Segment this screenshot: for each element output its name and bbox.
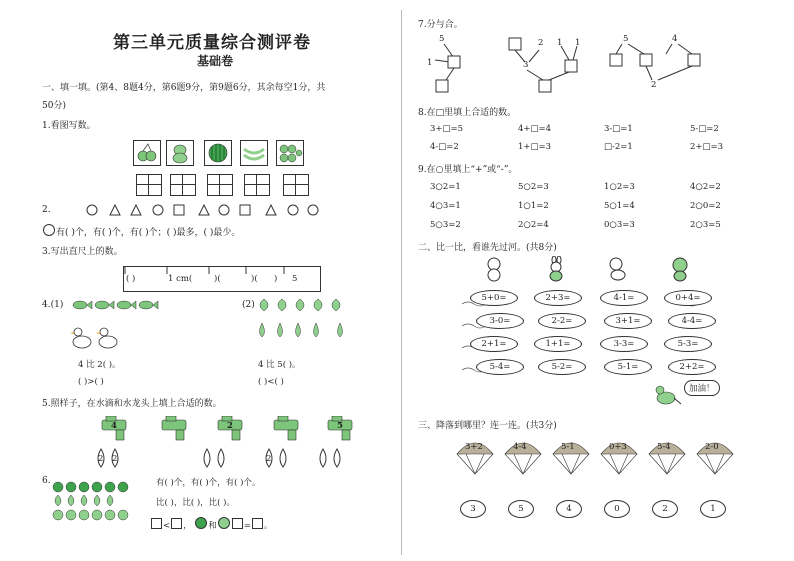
q9-item[interactable]: 2○2=4 xyxy=(518,220,549,230)
faucet-icon xyxy=(156,416,190,445)
parachute[interactable] xyxy=(648,436,686,476)
q8-label: 8.在□里填上合适的数。 xyxy=(418,108,517,118)
stone-equation[interactable]: 5-1= xyxy=(604,359,652,375)
peach-row xyxy=(256,297,356,316)
tree-number: 1 xyxy=(427,58,433,68)
parachute-equation: 4-4 xyxy=(513,442,527,452)
drop-pair[interactable] xyxy=(316,448,344,471)
q4-compare-d[interactable]: ( )<( ) xyxy=(258,377,284,387)
q8-item[interactable]: 3+□=5 xyxy=(430,124,464,134)
q9-item[interactable]: 2○3=5 xyxy=(690,220,721,230)
q8-item[interactable]: 4+□=4 xyxy=(518,124,552,134)
tree-number: 4 xyxy=(672,34,678,44)
q4-compare-c[interactable]: 4 比 5( )。 xyxy=(258,360,301,370)
melon-icon xyxy=(195,517,207,529)
stone-equation[interactable]: 0+4= xyxy=(664,290,712,306)
q9-label: 9.在○里填上“+”或“-”。 xyxy=(418,165,518,175)
q4-2-label: (2) xyxy=(242,300,255,310)
landing-number[interactable]: 0 xyxy=(604,500,630,518)
duck-row xyxy=(70,322,130,355)
landing-number[interactable]: 3 xyxy=(460,500,486,518)
ruler xyxy=(123,266,321,292)
faucet-number: 2 xyxy=(227,421,233,431)
q9-item[interactable]: 0○3=3 xyxy=(604,220,635,230)
section1-heading-cont: 50分) xyxy=(42,101,66,111)
tree-number: 5 xyxy=(439,34,445,44)
parachute-equation: 2-0 xyxy=(705,442,719,452)
q9-item[interactable]: 5○1=4 xyxy=(604,201,635,211)
stone-equation[interactable]: 3+1= xyxy=(604,313,652,329)
tree-number: 1 xyxy=(575,38,581,48)
q9-item[interactable]: 1○2=3 xyxy=(604,182,635,192)
q5-label: 5.照样子，在水滴和水龙头上填上合适的数。 xyxy=(42,399,222,409)
stone-equation[interactable]: 4-4= xyxy=(668,313,716,329)
parachute[interactable] xyxy=(696,436,734,476)
q8-item[interactable]: 1+□=3 xyxy=(518,142,552,152)
landing-number[interactable]: 5 xyxy=(508,500,534,518)
drop-pair[interactable] xyxy=(200,448,228,471)
drop-number: 2 xyxy=(266,454,272,464)
q9-item[interactable]: 3○2=1 xyxy=(430,182,461,192)
q8-item[interactable]: 3-□=1 xyxy=(604,124,633,134)
section1-heading: 一、填一填。(第4、8题4分，第6题9分，第9题6分，其余每空1分，共 xyxy=(42,83,326,93)
stone-equation[interactable]: 2+3= xyxy=(534,290,582,306)
horse-icon xyxy=(606,256,630,285)
column-divider xyxy=(401,10,402,555)
faucet-number: 5 xyxy=(337,421,343,431)
faucet-icon xyxy=(212,416,246,445)
faucet-icon xyxy=(96,416,130,445)
q2-answer-text[interactable]: 有( )个，有( )个，有( )个；( )最多，( )最少。 xyxy=(56,228,241,238)
q6-line2[interactable]: 比( )，比( )，比( )。 xyxy=(156,498,236,508)
drop-pair[interactable] xyxy=(94,448,122,471)
apple-icon xyxy=(218,517,230,529)
ruler-blank[interactable]: )( xyxy=(251,274,258,284)
split-tree-3 xyxy=(606,32,706,99)
q8-item[interactable]: 5-□=2 xyxy=(690,124,719,134)
answer-box[interactable] xyxy=(252,518,263,529)
q2-label: 2. xyxy=(42,205,51,215)
tree-number: 2 xyxy=(538,38,544,48)
answer-grid[interactable] xyxy=(136,174,162,196)
rabbit-icon xyxy=(544,256,568,285)
peach-picture xyxy=(166,140,194,166)
q9-item[interactable]: 5○3=2 xyxy=(430,220,461,230)
parachute[interactable] xyxy=(600,436,638,476)
stone-equation[interactable]: 2-2= xyxy=(538,313,586,329)
q9-item[interactable]: 4○3=1 xyxy=(430,201,461,211)
page-subtitle: 基础卷 xyxy=(197,54,234,68)
tree-number: 5 xyxy=(623,34,629,44)
parachute-equation: 5-1 xyxy=(561,442,575,452)
apple-picture xyxy=(276,140,304,166)
parachute[interactable] xyxy=(456,436,494,476)
answer-grid[interactable] xyxy=(244,174,270,196)
q9-item[interactable]: 2○0=2 xyxy=(690,201,721,211)
landing-number[interactable]: 4 xyxy=(556,500,582,518)
q4-compare-a[interactable]: 4 比 2( )。 xyxy=(78,360,121,370)
cherry-picture xyxy=(133,140,161,166)
q4-compare-b[interactable]: ( )>( ) xyxy=(78,377,104,387)
landing-number[interactable]: 1 xyxy=(700,500,726,518)
q4-label: 4.(1) xyxy=(42,300,64,310)
answer-grid[interactable] xyxy=(207,174,233,196)
ruler-blank[interactable]: )( xyxy=(214,274,221,284)
stone-equation[interactable]: 5+0= xyxy=(470,290,518,306)
parachute-equation: 5-4 xyxy=(657,442,671,452)
drop-pair[interactable] xyxy=(262,448,290,471)
q7-label: 7.分与合。 xyxy=(418,20,463,30)
answer-box[interactable] xyxy=(232,518,243,529)
parachute-equation: 3+2 xyxy=(465,442,483,452)
tree-number: 3 xyxy=(523,60,529,70)
q1-label: 1.看图写数。 xyxy=(42,121,96,131)
ruler-blank[interactable]: ) xyxy=(274,274,278,284)
parachute-equation: 0+3 xyxy=(609,442,627,452)
cheer-bubble: 加油！ xyxy=(684,380,720,396)
answer-box[interactable] xyxy=(151,518,162,529)
q8-item[interactable]: 2+□=3 xyxy=(690,142,724,152)
drop-number: 2 xyxy=(112,454,118,464)
stone-equation[interactable]: 5-4= xyxy=(476,359,524,375)
ruler-number: 5 xyxy=(292,274,298,284)
ruler-blank[interactable]: ( ) xyxy=(126,274,136,284)
landing-number[interactable]: 2 xyxy=(652,500,678,518)
split-tree-2 xyxy=(505,32,595,99)
watermelon-picture xyxy=(204,140,232,166)
parachute[interactable] xyxy=(552,436,590,476)
q8-item[interactable]: □-2=1 xyxy=(604,142,633,152)
faucet-number: 4 xyxy=(111,421,117,431)
stone-equation[interactable]: 5-2= xyxy=(538,359,586,375)
answer-grid[interactable] xyxy=(283,174,309,196)
stone-equation[interactable]: 2+1= xyxy=(470,336,518,352)
answer-grid[interactable] xyxy=(170,174,196,196)
page-title: 第三单元质量综合测评卷 xyxy=(113,33,311,53)
q9-item[interactable]: 1○1=2 xyxy=(518,201,549,211)
cat-icon xyxy=(668,256,692,285)
q6-line3: < ， 和 = 。 xyxy=(150,517,272,531)
stone-equation[interactable]: 4-1= xyxy=(600,290,648,306)
drop-number: 2 xyxy=(98,454,104,464)
q2-answer-line xyxy=(42,224,240,238)
fish-row xyxy=(72,298,182,315)
banana-picture xyxy=(240,140,268,166)
stone-equation[interactable]: 5-3= xyxy=(664,336,712,352)
faucet-icon xyxy=(322,416,356,445)
answer-box[interactable] xyxy=(171,518,182,529)
q8-item[interactable]: 4-□=2 xyxy=(430,142,459,152)
q6-and-text: 和 xyxy=(208,521,217,531)
q9-item[interactable]: 4○2=2 xyxy=(690,182,721,192)
q9-item[interactable]: 5○2=3 xyxy=(518,182,549,192)
ruler-label: 1 cm( xyxy=(168,274,193,284)
tree-number: 2 xyxy=(651,80,657,90)
stone-equation[interactable]: 3-3= xyxy=(600,336,648,352)
q6-fruit-grid xyxy=(52,480,142,525)
q6-label: 6. xyxy=(42,476,51,486)
pear-row xyxy=(254,321,354,342)
section3-heading: 三、降落到哪里？连一连。(共3分) xyxy=(418,421,557,431)
stone-equation[interactable]: 1+1= xyxy=(534,336,582,352)
parachute[interactable] xyxy=(504,436,542,476)
tree-number: 1 xyxy=(557,38,563,48)
section2-heading: 二、比一比，看谁先过河。(共8分) xyxy=(418,243,557,253)
stone-equation[interactable]: 2+2= xyxy=(668,359,716,375)
monkey-icon xyxy=(482,256,506,285)
q6-line1[interactable]: 有( )个，有( )个，有( )个。 xyxy=(156,478,261,488)
dinosaur-icon xyxy=(652,380,682,413)
faucet-icon xyxy=(268,416,302,445)
split-tree-1 xyxy=(420,32,480,99)
q3-label: 3.写出直尺上的数。 xyxy=(42,247,123,257)
stone-equation[interactable]: 3-0= xyxy=(476,313,524,329)
q2-shape-row xyxy=(86,202,326,221)
